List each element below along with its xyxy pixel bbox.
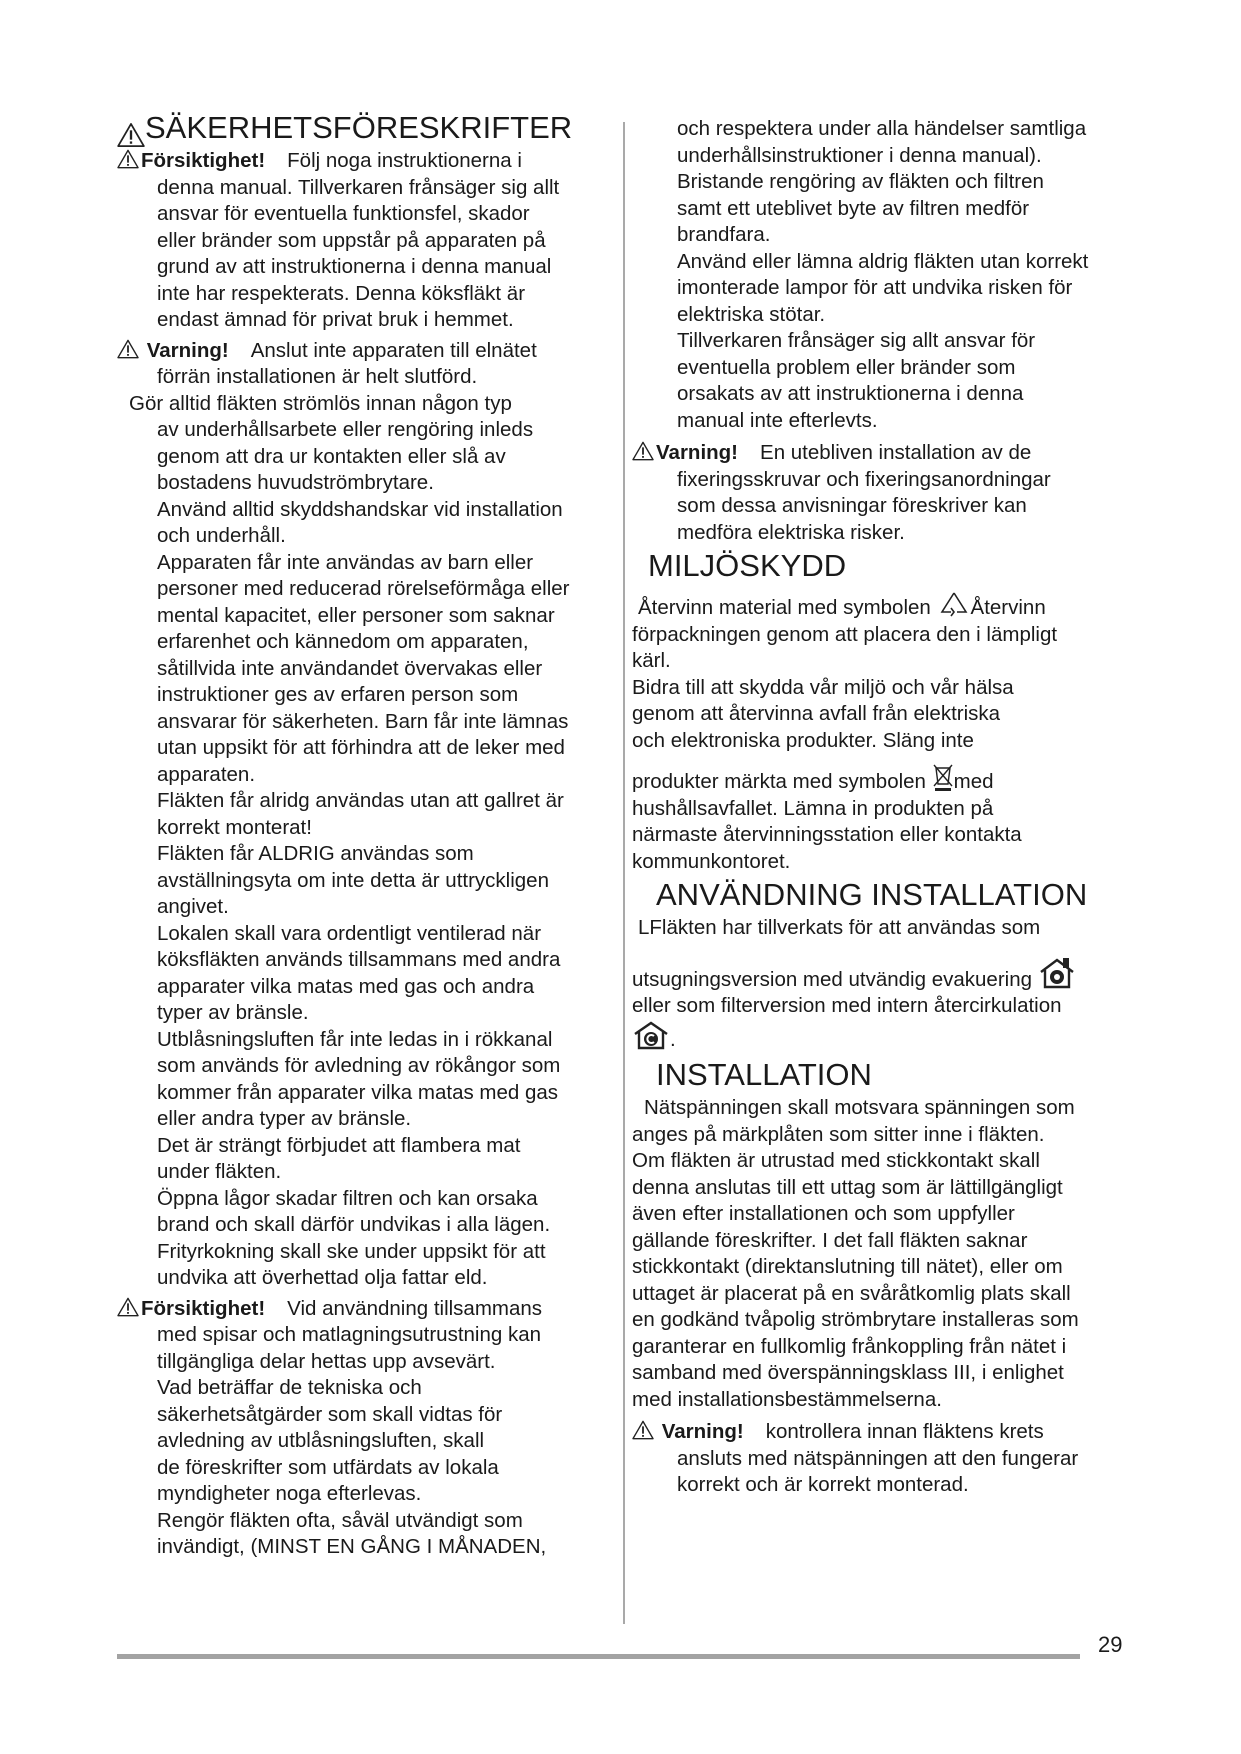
text-line: samt ett uteblivet byte av filtren medför xyxy=(677,196,1030,220)
text-line: genom att återvinna avfall från elektriska xyxy=(632,702,1001,725)
environment-title-text: MILJÖSKYDD xyxy=(648,548,847,583)
ducted-extraction-icon xyxy=(1038,956,1076,990)
text-line: LFläkten har tillverkats för att användas som xyxy=(638,916,1041,939)
text-line: Öppna lågor skadar filtren och kan orsaka xyxy=(157,1186,538,1210)
left-column xyxy=(117,108,617,1561)
text-line: stickkontakt (direktanslutning till nätet), eller om xyxy=(632,1255,1063,1278)
text-line: utan uppsikt för att förhindra att de leker med xyxy=(157,736,565,759)
text-line: fixeringsskruvar och fixeringsanordningar xyxy=(677,467,1051,491)
text-line: garanterar en fullkomlig frånkoppling från nätet i xyxy=(632,1334,1067,1358)
text-line: mental kapacitet, eller personer som saknar xyxy=(157,603,555,627)
text-line: Rengör fläkten ofta, såväl utvändigt som xyxy=(157,1508,523,1532)
text-segment: produkter märkta med symbolen xyxy=(632,770,932,793)
text-line: denna anslutas till ett uttag som är lättillgängligt xyxy=(632,1175,1063,1199)
warning-icon xyxy=(117,1297,139,1317)
text-line: köksfläkten används tillsammans med andra xyxy=(157,948,561,971)
text-line xyxy=(632,1020,1152,1054)
text-line: underhållsinstruktioner i denna manual). xyxy=(677,143,1042,167)
text-line: kontrollera innan fläktens krets xyxy=(765,1420,1044,1443)
text-line: avledning av utblåsningsluften, skall xyxy=(157,1429,485,1452)
warning-label: Varning! xyxy=(656,441,739,464)
column-divider xyxy=(623,122,625,1624)
text-line: under fläkten. xyxy=(157,1160,282,1183)
text-line xyxy=(632,590,1152,622)
warning-icon xyxy=(117,339,139,359)
text-line: en godkänd tvåpolig strömbrytare installeras som xyxy=(632,1308,1079,1331)
caution-label: Försiktighet! xyxy=(141,149,266,172)
text-segment: . xyxy=(670,1027,676,1051)
safety-title xyxy=(117,108,617,148)
text-line: eller bränder som uppstår på apparaten på xyxy=(157,228,546,252)
warning-block-1 xyxy=(117,338,617,391)
text-line: manual inte efterlevts. xyxy=(677,408,878,432)
text-line: ansvarar för säkerheten. Barn får inte lämnas xyxy=(157,709,569,733)
environment-title xyxy=(632,546,1152,586)
text-line: som dessa anvisningar föreskriver kan xyxy=(677,494,1027,517)
text-line: Frityrkokning skall ske under uppsikt för att xyxy=(157,1239,546,1263)
text-line: korrekt monterat! xyxy=(157,815,312,839)
text-line: och underhåll. xyxy=(157,524,286,547)
text-line: och respektera under alla händelser samtliga xyxy=(677,117,1087,140)
text-line: de föreskrifter som utfärdats av lokala xyxy=(157,1455,499,1479)
text-line: tillgängliga delar hettas upp avsevärt. xyxy=(157,1349,496,1373)
text-line: ansvar för eventuella funktionsfel, skador xyxy=(157,202,530,225)
text-line: angivet. xyxy=(157,895,229,918)
recirculation-icon xyxy=(632,1020,670,1050)
recycle-icon xyxy=(937,590,971,618)
text-line: inte har respekterats. Denna köksfläkt är xyxy=(157,281,526,305)
right-column xyxy=(632,116,1152,1499)
installation-title xyxy=(632,1055,1152,1095)
text-line: närmaste återvinningsstation eller kontakta xyxy=(632,823,1022,846)
text-line: brandfara. xyxy=(677,223,771,246)
warning-label: Varning! xyxy=(146,338,229,362)
text-line: anges på märkplåten som sitter inne i fläkten. xyxy=(632,1122,1045,1146)
text-segment: med xyxy=(953,770,994,793)
text-line: bostadens huvudströmbrytare. xyxy=(157,471,434,494)
text-line: förpackningen genom att placera den i lämpligt xyxy=(632,622,1058,646)
text-line: typer av bränsle. xyxy=(157,1001,309,1024)
text-line: erfarenhet och kännedom om apparaten, xyxy=(157,630,529,653)
usage-title-text: ANVÄNDNING INSTALLATION xyxy=(656,877,1088,912)
text-line: invändigt, (MINST EN GÅNG I MÅNADEN, xyxy=(157,1535,547,1558)
warning-block-2 xyxy=(632,440,1152,546)
text-line: elektriska stötar. xyxy=(677,302,826,326)
caution-label: Försiktighet! xyxy=(141,1296,266,1320)
text-segment: utsugningsversion med utvändig evakuering xyxy=(632,967,1033,991)
text-line: eller som filterversion med intern återcirkulation xyxy=(632,994,1062,1017)
text-segment: Återvinn xyxy=(970,596,1046,619)
text-line: Gör alltid fläkten strömlös innan någon typ xyxy=(129,391,512,415)
text-line: med installationsbestämmelserna. xyxy=(632,1387,942,1411)
text-line: brand och skall därför undvikas i alla lägen. xyxy=(157,1213,551,1236)
text-line: Använd alltid skyddshandskar vid installation xyxy=(157,497,563,521)
text-line: En utebliven installation av de xyxy=(760,441,1032,464)
text-line: eventuella problem eller bränder som xyxy=(677,355,1016,379)
text-line: avställningsyta om inte detta är uttryckligen xyxy=(157,868,549,892)
warning-icon xyxy=(632,441,654,461)
text-line: kärl. xyxy=(632,649,671,672)
warning-icon xyxy=(632,1420,654,1440)
installation-title-text: INSTALLATION xyxy=(656,1057,872,1092)
text-line: personer med reducerad rörelseförmåga eller xyxy=(157,577,570,600)
text-line: Nätspänningen skall motsvara spänningen som xyxy=(644,1096,1075,1119)
text-line: Fläkten får ALDRIG användas som xyxy=(157,842,474,865)
warning-block-3 xyxy=(632,1419,1152,1499)
text-line: undvika att överhettad olja fattar eld. xyxy=(157,1266,488,1289)
warning-icon xyxy=(117,149,139,169)
warning-icon xyxy=(117,122,145,148)
text-line: apparaten. xyxy=(157,762,256,786)
text-line: Lokalen skall vara ordentligt ventilerad när xyxy=(157,921,542,945)
text-line: eller andra typer av bränsle. xyxy=(157,1107,412,1130)
text-line: ansluts med nätspänningen att den fungerar xyxy=(677,1446,1079,1470)
footer-rule xyxy=(117,1654,1080,1659)
text-line: med spisar och matlagningsutrustning kan xyxy=(157,1323,542,1346)
text-line: orsakats av att instruktionerna i denna xyxy=(677,382,1024,405)
page-number: 29 xyxy=(1098,1632,1123,1657)
text-line: kommunkontoret. xyxy=(632,849,791,873)
text-line: och elektroniska produkter. Släng inte xyxy=(632,728,974,752)
text-line: Vad beträffar de tekniska och xyxy=(157,1376,422,1399)
text-line: Utblåsningsluften får inte ledas in i rökkanal xyxy=(157,1027,553,1051)
caution-block-2 xyxy=(117,1296,617,1376)
text-line xyxy=(632,956,1152,994)
text-line: denna manual. Tillverkaren frånsäger sig allt xyxy=(157,175,560,199)
text-line: Bidra till att skydda vår miljö och vår hälsa xyxy=(632,675,1014,699)
text-line: som används för avledning av rökångor som xyxy=(157,1054,561,1077)
text-line: uttaget är placerat på en svåråtkomlig plats skall xyxy=(632,1281,1071,1305)
text-line: Om fläkten är utrustad med stickkontakt skall xyxy=(632,1149,1040,1172)
text-line: även efter installationen och som uppfyller xyxy=(632,1202,1015,1225)
text-line: såtillvida inte användandet övervakas eller xyxy=(157,656,543,680)
text-line: gällande föreskrifter. I det fall fläkten saknar xyxy=(632,1228,1028,1252)
text-line: genom att dra ur kontakten eller slå av xyxy=(157,444,506,468)
text-line: myndigheter noga efterlevas. xyxy=(157,1482,422,1505)
caution-block-1 xyxy=(117,148,617,334)
text-line: Fläkten får alridg användas utan att gallret är xyxy=(157,789,564,812)
text-line: förrän installationen är helt slutförd. xyxy=(157,365,478,388)
text-line: säkerhetsåtgärder som skall vidtas för xyxy=(157,1402,503,1426)
text-line: av underhållsarbete eller rengöring inleds xyxy=(157,418,534,441)
text-line: Följ noga instruktionerna i xyxy=(287,149,522,172)
text-line: instruktioner ges av erfaren person som xyxy=(157,683,519,706)
text-line: medföra elektriska risker. xyxy=(677,520,905,544)
safety-title-text: SÄKERHETSFÖRESKRIFTER xyxy=(145,110,573,145)
usage-title xyxy=(632,875,1152,915)
text-line: Bristande rengöring av fläkten och filtren xyxy=(677,170,1044,193)
text-line: Apparaten får inte användas av barn eller xyxy=(157,550,534,574)
text-line: imonterade lampor för att undvika risken för xyxy=(677,276,1073,299)
text-line: Tillverkaren frånsäger sig allt ansvar för xyxy=(677,329,1036,352)
warning-label: Varning! xyxy=(661,1420,744,1443)
text-segment: Återvinn material med symbolen xyxy=(638,596,937,619)
text-line: Använd eller lämna aldrig fläkten utan korrekt xyxy=(677,249,1089,273)
weee-bin-icon xyxy=(932,762,954,792)
text-line: endast ämnad för privat bruk i hemmet. xyxy=(157,308,514,331)
text-line: grund av att instruktionerna i denna manual xyxy=(157,255,552,278)
text-line: korrekt och är korrekt monterad. xyxy=(677,1473,969,1496)
text-line: hushållsavfallet. Lämna in produkten på xyxy=(632,796,994,820)
text-line xyxy=(632,762,1152,796)
text-line: Vid användning tillsammans xyxy=(287,1296,543,1320)
text-line: apparater vilka matas med gas och andra xyxy=(157,974,535,998)
text-line: Det är strängt förbjudet att flambera mat xyxy=(157,1133,521,1157)
text-line: samband med överspänningsklass III, i enlighet xyxy=(632,1361,1064,1384)
text-line: Anslut inte apparaten till elnätet xyxy=(250,338,537,362)
text-line: kommer från apparater vilka matas med gas xyxy=(157,1080,559,1104)
